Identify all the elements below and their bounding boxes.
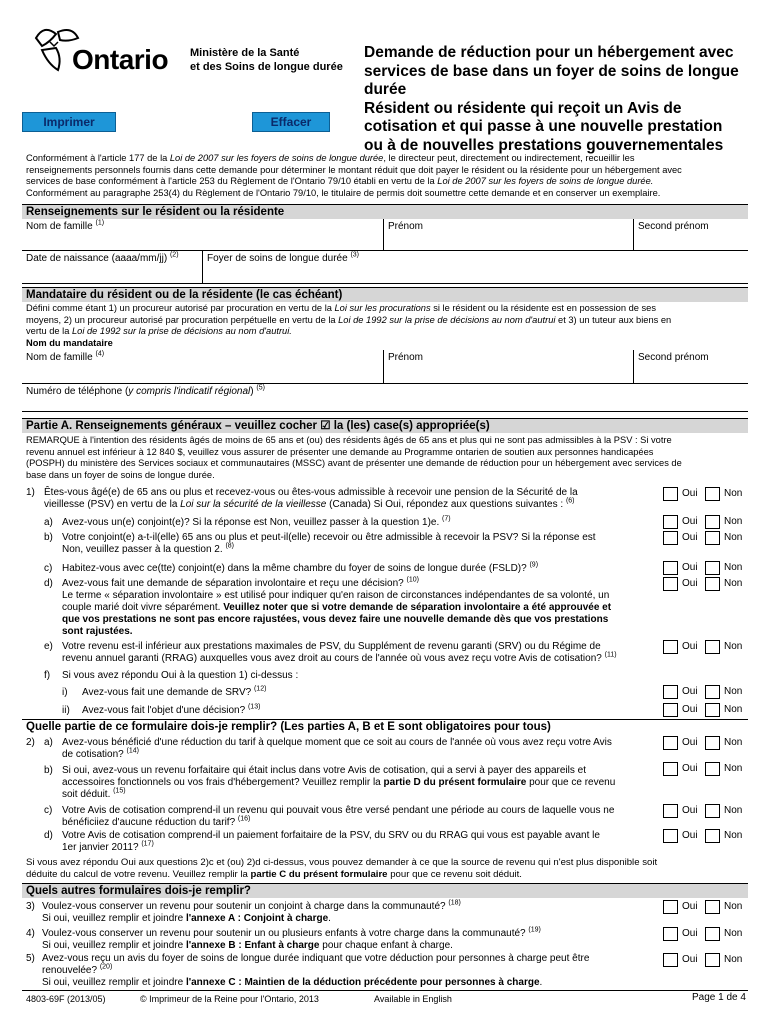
question-text: soit déduit. [62, 789, 111, 800]
field-ref: (12) [253, 685, 267, 693]
no-label: Non [724, 830, 743, 841]
question-4-text [42, 928, 654, 952]
field-label: Second prénom [638, 221, 709, 232]
logo-wordmark: Ontario [72, 44, 169, 75]
field-ref: (9) [529, 561, 539, 569]
question-number: c) [44, 805, 53, 816]
question-1-text [44, 487, 654, 511]
question-number: 2) [26, 737, 35, 748]
question-1fii-answer [663, 703, 759, 717]
yes-checkbox[interactable] [663, 762, 678, 776]
question-1b-text [62, 532, 654, 556]
intro-text: Conformément au paragraphe 253(4) du Règlement de l'Ontario 79/10, le titulaire de permis doit soumettre cette demande et en conserver un exemplaire. [26, 187, 661, 198]
yes-label: Oui [682, 901, 698, 912]
resident-dob-field[interactable] [22, 251, 202, 283]
question-1fii-text [82, 705, 654, 717]
ministry-line-2: et des Soins de longue durée [190, 61, 343, 73]
yes-label: Oui [682, 532, 698, 543]
yes-label: Oui [682, 562, 698, 573]
yes-checkbox[interactable] [663, 927, 678, 941]
question-text: Habitez-vous avec ce(tte) conjoint(e) dans la même chambre du foyer de soins de longue durée (FSLD)? [62, 563, 527, 574]
yes-checkbox[interactable] [663, 561, 678, 575]
no-label: Non [724, 562, 743, 573]
question-text: Avez-vous fait l'objet d'une décision? [82, 705, 246, 716]
field-ref: (6) [565, 497, 575, 505]
copyright: © Imprimeur de la Reine pour l'Ontario, 2013 [140, 994, 319, 1004]
yes-label: Oui [682, 954, 698, 965]
agent-phone-row [22, 384, 748, 412]
question-2d-answer [663, 829, 759, 843]
agent-name-row [22, 350, 748, 384]
intro-text: Conformément à l'article 177 de la [26, 153, 170, 163]
question-text: Votre Avis de cotisation comprend-il un revenu qui pouvait vous être versé pendant une période au cours de laquelle vous ne [62, 805, 615, 816]
field-label: Prénom [388, 221, 424, 232]
agent-text: Défini comme étant 1) un procureur autorisé par procuration en vertu de la [26, 303, 335, 313]
no-label: Non [724, 516, 743, 527]
no-checkbox[interactable] [705, 829, 720, 843]
yes-label: Oui [682, 737, 698, 748]
question-text: que vos prestations ne sont pas encore rajustées, vous devez faire une nouvelle demande dès que vos prestations [62, 614, 609, 625]
ministry-name [190, 46, 360, 74]
resident-name-row [22, 219, 748, 251]
title-line-2: services de base dans un foyer de soins de longue [364, 62, 739, 80]
field-ref: (15) [113, 787, 126, 795]
resident-first-name-field[interactable] [383, 219, 633, 250]
field-ref: (8) [225, 542, 234, 550]
question-text: revenu annuel garanti (RRAG) auxquelles vous avez droit au cours de l'année où vous avez reçu votre Avis de cotisation? [62, 653, 602, 664]
form-header [0, 0, 770, 155]
no-label: Non [724, 686, 743, 697]
question-text: Si oui, veuillez remplir et joindre [42, 940, 186, 951]
yes-label: Oui [682, 763, 698, 774]
which-part-heading: Quelle partie de ce formulaire dois-je remplir? (Les parties A, B et E sont obligatoires pour tous) [22, 719, 748, 734]
intro-text: , le directeur peut, directement ou indirectement, recueillir les [383, 153, 635, 163]
question-text: de cotisation? [62, 749, 124, 760]
title-line-5: cotisation et qui passe à une nouvelle prestation [364, 118, 723, 135]
question-text: Si oui, veuillez remplir et joindre [42, 977, 186, 988]
no-checkbox[interactable] [705, 685, 720, 699]
english-version-note: Available in English [374, 994, 452, 1004]
no-label: Non [724, 805, 743, 816]
resident-dob-row [22, 251, 748, 284]
no-label: Non [724, 532, 743, 543]
question-number: 3) [26, 901, 35, 912]
question-1fi-answer [663, 685, 759, 699]
field-label: Foyer de soins de longue durée [207, 253, 348, 264]
question-text: Veuillez noter que si votre demande de séparation involontaire a été approuvée et [223, 602, 612, 613]
yes-label: Oui [682, 516, 698, 527]
print-button[interactable]: Imprimer [22, 112, 116, 132]
intro-text: renseignements personnels fournis dans cette demande pour déterminer le montant réduit que doit payer le résident ou la résidente pour un hébergement avec [26, 164, 682, 175]
no-checkbox[interactable] [705, 703, 720, 717]
question-text: l'annexe C : Maintien de la déduction précédente pour personnes à charge [185, 977, 540, 988]
no-label: Non [724, 954, 743, 965]
instruction-text: déduite du calcul de votre revenu. Veuillez remplir la [26, 868, 251, 880]
no-checkbox[interactable] [705, 640, 720, 654]
no-checkbox[interactable] [705, 531, 720, 545]
question-number: 5) [26, 953, 35, 964]
intro-law-name: Loi de 2007 sur les foyers de soins de longue durée [169, 153, 384, 163]
resident-home-field[interactable] [202, 251, 748, 283]
no-checkbox[interactable] [705, 487, 720, 501]
field-label: Nom de famille [26, 352, 93, 363]
question-number: a) [44, 737, 53, 748]
note-text: base dans un foyer de soins de longue durée. [26, 469, 215, 480]
field-ref: (13) [247, 703, 261, 711]
yes-checkbox[interactable] [663, 953, 678, 967]
no-label: Non [724, 901, 743, 912]
agent-law-name: Loi de 1992 sur la prise de décisions au nom d'autrui [338, 314, 556, 325]
title-line-4: Résident ou résidente qui reçoit un Avis de [364, 99, 682, 117]
field-label: ) [250, 386, 254, 397]
field-label: Nom de famille [26, 221, 93, 232]
no-checkbox[interactable] [705, 953, 720, 967]
question-1-answer [663, 487, 759, 501]
ministry-line-1: Ministère de la Santé [190, 47, 300, 59]
question-text: bénéficiiez d'aucune réduction du tarif? [62, 817, 236, 828]
question-text: Avez-vous un(e) conjoint(e)? Si la réponse est Non, veuillez passer à la question 1)e. [62, 517, 440, 528]
resident-last-name-field[interactable] [22, 219, 383, 250]
question-text: l'annexe B : Enfant à charge [185, 940, 320, 951]
field-label: Date de naissance (aaaa/mm/jj) [26, 253, 168, 264]
question-number: d) [44, 830, 53, 841]
field-ref: (1) [95, 219, 105, 227]
question-number: c) [44, 563, 53, 574]
yes-label: Oui [682, 704, 698, 715]
agent-text: et 3) un tuteur aux biens en [555, 314, 672, 325]
question-text: Si oui, avez-vous un revenu forfaitaire qui était inclus dans votre Avis de cotisation, qui a servi à payer des appareils et [62, 765, 586, 776]
question-text: Votre conjoint(e) a-t-il(elle) 65 ans ou plus et peut-il(elle) recevoir ou être admissible à recevoir la PSV? Si la réponse est [62, 532, 596, 543]
yes-checkbox[interactable] [663, 577, 678, 591]
no-checkbox[interactable] [705, 927, 720, 941]
form-number: 4803-69F (2013/05) [26, 994, 106, 1004]
question-text: Votre Avis de cotisation comprend-il un paiement forfaitaire de la PSV, du SRV ou du RRAG qui vous est payable avant le [62, 830, 600, 841]
question-number: 4) [26, 928, 35, 939]
yes-checkbox[interactable] [663, 531, 678, 545]
question-1c-text [62, 563, 654, 575]
question-2b-text [62, 765, 660, 801]
instruction-text: Si vous avez répondu Oui aux questions 2)c et (ou) 2)d ci-dessus, vous pouvez demander à ce que la source de revenu qui n'est plus disponible soit [26, 857, 658, 868]
page-number: Page 1 de 4 [692, 992, 746, 1003]
question-2c-answer [663, 804, 759, 818]
field-ref: (3) [350, 251, 359, 259]
document-title [364, 44, 760, 155]
yes-label: Oui [682, 805, 698, 816]
question-2a-answer [663, 736, 759, 750]
no-checkbox[interactable] [705, 561, 720, 575]
no-checkbox[interactable] [705, 577, 720, 591]
field-ref: (17) [141, 840, 154, 848]
instruction-text: pour que ce revenu soit déduit. [387, 868, 522, 880]
field-label: Second prénom [638, 352, 709, 363]
question-number: e) [44, 641, 53, 652]
question-text: partie D du présent formulaire [383, 777, 527, 788]
agent-last-name-field[interactable] [22, 350, 383, 383]
question-text: . [539, 977, 543, 988]
field-ref: (11) [604, 651, 617, 659]
yes-checkbox[interactable] [663, 685, 678, 699]
question-1fi-text [82, 687, 654, 699]
yes-label: Oui [682, 686, 698, 697]
question-3-text [42, 901, 654, 925]
question-text: Non, veuillez passer à la question 2. [62, 544, 223, 555]
agent-section-heading: Mandataire du résident ou de la résidente (le cas échéant) [22, 287, 748, 302]
question-number: b) [44, 532, 53, 543]
question-1f-text: Si vous avez répondu Oui à la question 1) ci-dessus : [62, 670, 299, 681]
yes-checkbox[interactable] [663, 736, 678, 750]
question-text: Loi sur la sécurité de la vieillesse [180, 499, 327, 510]
field-ref: (7) [442, 515, 451, 523]
question-text: renouvelée? [42, 965, 98, 976]
note-text: REMARQUE à l'intention des résidents âgés de moins de 65 ans et (ou) des résidents âgés de 65 ans et plus qui ne sont pas admissibles à la PSV : Si votre [26, 435, 672, 445]
title-line-6: ou à de nouvelles prestations gouvernementales [364, 136, 724, 154]
no-label: Non [724, 641, 743, 652]
question-text: Êtes-vous âgé(e) de 65 ans ou plus et recevez-vous ou êtes-vous admissible à recevoir une pension de la Sécurité de la [44, 487, 578, 498]
yes-checkbox[interactable] [663, 900, 678, 914]
no-label: Non [724, 704, 743, 715]
question-4-answer [663, 927, 759, 941]
note-text: (POSPH) du ministère des Services sociaux et communautaires (MSSC) avant de présenter une demande de réduction pour un hébergement avec services de [26, 458, 682, 468]
field-ref: (14) [126, 747, 139, 755]
question-text: Avez-vous fait une demande de SRV? [82, 687, 252, 698]
resident-second-name-field[interactable] [633, 219, 748, 250]
agent-text: vertu de la [26, 326, 72, 336]
field-ref: (18) [448, 899, 461, 907]
question-text: Voulez-vous conserver un revenu pour soutenir un ou plusieurs enfants à votre charge dans la communauté? [42, 928, 526, 939]
question-text: Si oui, veuillez remplir et joindre [42, 913, 186, 924]
yes-checkbox[interactable] [663, 804, 678, 818]
agent-second-name-field[interactable] [633, 350, 748, 383]
field-label: y compris l'indicatif régional [128, 386, 251, 397]
field-ref: (4) [95, 350, 105, 358]
field-ref: (16) [237, 815, 251, 823]
question-3-answer [663, 900, 759, 914]
yes-label: Oui [682, 488, 698, 499]
field-ref: (5) [256, 384, 265, 392]
question-number: ii) [62, 705, 70, 716]
agent-law-name: Loi de 1992 sur la prise de décisions au nom d'autrui. [72, 326, 292, 336]
note-text: revenu annuel est inférieur à 12 840 $, veuillez vous assurer de présenter une demande au Programme ontarien de soutien aux personnes handicapées [26, 446, 654, 457]
question-1e-text [62, 641, 660, 665]
yes-label: Oui [682, 928, 698, 939]
question-text: . [328, 913, 331, 924]
question-text: sont rajustées. [62, 626, 133, 637]
question-text: Avez-vous bénéficié d'une réduction du tarif à quelque moment que ce soit au cours de l'année où vous avez reçu votre Avis [62, 737, 612, 748]
intro-text: services de base conformément à l'article 253 du Règlement de l'Ontario 79/10 établi en vertu de la [26, 176, 438, 186]
question-1a-answer [663, 515, 759, 529]
yes-checkbox[interactable] [663, 515, 678, 529]
question-number: f) [44, 670, 51, 681]
question-2c-text [62, 805, 660, 829]
question-text: 1er janvier 2011? [62, 842, 139, 853]
question-text: accessoires fonctionnels ou vos frais d'hébergement? Veuillez remplir la [62, 777, 384, 788]
question-text: pour chaque enfant à charge. [319, 940, 453, 951]
agent-text: moyens, 2) un procureur autorisé par procuration perpétuelle en vertu de la [26, 314, 339, 325]
question-number: i) [62, 687, 68, 698]
question-number: d) [44, 578, 53, 589]
clear-button[interactable]: Effacer [252, 112, 330, 132]
yes-label: Oui [682, 578, 698, 589]
question-5-answer [663, 953, 759, 967]
agent-text: si le résident ou la résidente est en possession de ses [430, 303, 656, 313]
question-2a-text [62, 737, 660, 761]
no-checkbox[interactable] [705, 515, 720, 529]
agent-phone-field[interactable] [22, 384, 748, 411]
footer-rule [22, 990, 748, 991]
yes-checkbox[interactable] [663, 487, 678, 501]
question-1a-text [62, 517, 654, 529]
resident-section-heading: Renseignements sur le résident ou la résidente [22, 204, 748, 219]
field-ref: (10) [406, 576, 419, 584]
field-label: Numéro de téléphone ( [26, 386, 129, 397]
question-5-text [42, 953, 654, 989]
field-label: Prénom [388, 352, 424, 363]
part-a-note [26, 435, 746, 481]
question-1d-answer [663, 577, 759, 591]
agent-description [26, 303, 746, 349]
part-c-instruction [26, 857, 746, 880]
question-number: 1) [26, 487, 35, 498]
question-text: couple marié doit vivre séparément. [62, 602, 224, 613]
question-text: (Canada) Si Oui, répondez aux questions suivantes : [326, 499, 564, 510]
no-label: Non [724, 578, 743, 589]
question-number: a) [44, 517, 53, 528]
question-text: Avez-vous reçu un avis du foyer de soins de longue durée indiquant que votre déduction pour personnes à charge peut être [42, 953, 590, 964]
no-label: Non [724, 737, 743, 748]
yes-checkbox[interactable] [663, 640, 678, 654]
no-label: Non [724, 763, 743, 774]
question-text: Voulez-vous conserver un revenu pour soutenir un conjoint à charge dans la communauté? [42, 901, 446, 912]
no-label: Non [724, 928, 743, 939]
question-text: vieillesse (PSV) en vertu de la [44, 499, 181, 510]
yes-label: Oui [682, 830, 698, 841]
agent-law-name: Loi sur les procurations [334, 303, 431, 313]
part-a-heading: Partie A. Renseignements généraux – veuillez cocher ☑ la (les) case(s) appropriée(s) [22, 418, 748, 433]
instruction-text: partie C du présent formulaire [250, 868, 388, 880]
question-text: Avez-vous fait une demande de séparation involontaire et reçu une décision? [62, 578, 404, 589]
yes-label: Oui [682, 641, 698, 652]
question-2d-text [62, 830, 660, 854]
question-number: b) [44, 765, 53, 776]
title-line-1: Demande de réduction pour un hébergement avec [364, 44, 734, 61]
question-text: l'annexe A : Conjoint à charge [185, 913, 329, 924]
field-ref: (20) [99, 963, 113, 971]
no-checkbox[interactable] [705, 900, 720, 914]
agent-name-label: Nom du mandataire [26, 337, 113, 348]
field-ref: (19) [528, 926, 541, 934]
question-text: pour que ce revenu [526, 777, 616, 788]
question-1c-answer [663, 561, 759, 575]
intro-paragraph [26, 153, 746, 199]
question-1e-answer [663, 640, 759, 654]
no-checkbox[interactable] [705, 736, 720, 750]
no-label: Non [724, 488, 743, 499]
no-checkbox[interactable] [705, 804, 720, 818]
no-checkbox[interactable] [705, 762, 720, 776]
question-text: Le terme « séparation involontaire » est utilisé pour indiquer qu'en raison de circonstances indépendantes de sa volonté, un [62, 590, 610, 601]
question-1b-answer [663, 531, 759, 545]
intro-law-name: Loi de 2007 sur les foyers de soins de longue durée. [437, 176, 654, 186]
question-2b-answer [663, 762, 759, 776]
other-forms-heading: Quels autres formulaires dois-je remplir? [22, 883, 748, 898]
question-text: Votre revenu est-il inférieur aux prestations maximales de PSV, du Supplément de revenu garanti (SRV) ou du Régime de [62, 641, 601, 652]
agent-first-name-field[interactable] [383, 350, 633, 383]
yes-checkbox[interactable] [663, 703, 678, 717]
title-line-3: durée [364, 81, 407, 98]
yes-checkbox[interactable] [663, 829, 678, 843]
question-1d-text [62, 578, 654, 638]
field-ref: (2) [169, 251, 179, 259]
